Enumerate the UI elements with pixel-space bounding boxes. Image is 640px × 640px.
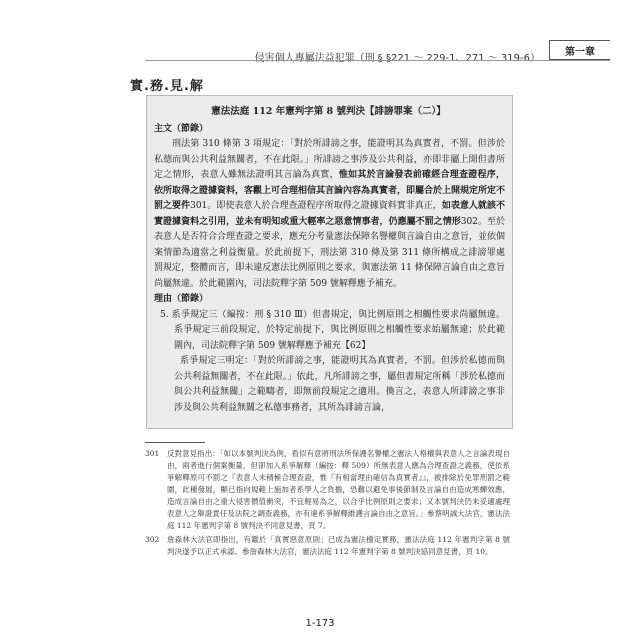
- main-text-c: 301。即使表意人於合理查證程序所取得之證據資料實非真正，: [190, 201, 442, 211]
- reason-paragraph-2: 系爭規定三明定：「對於所誹謗之事，能證明其為真實者，不罰。但涉於私德而與公共利益無關者，不在此限。」依此，凡所誹謗之事，屬但書規定所稱「涉於私德而與公共利益無關」之範疇者，即無前段規定之適用。換言之，表意人所誹謗之事非涉及與公共利益無關之私德事務者，其所為誹謗言論，: [174, 356, 505, 413]
- footnote: [145, 448, 510, 532]
- main-paragraph: [154, 137, 505, 292]
- footnote: [145, 534, 510, 558]
- case-excerpt-content: [152, 101, 505, 421]
- main-heading: 主文（節錄）: [154, 123, 209, 134]
- footnote-text: 反對意見指出：「如以本號判決為例，看似有意將刑法所保護名譽權之憲法人格權與表意人之言論表現自由，兩者進行個案衡量，但卻加入系爭解釋（編按：釋 509）所無表意人應為合理查證之義務，使依系爭解釋原可不罰之『表意人未積極合理查證，惟『有相當理由確信為真實者』』，被排除於免罪刑罰之範圍，此種發展，顯已指向規範上施加者系學人之負擔，恐難以避免事後節制及言論自由造成寒蟬效應，造成言論自由之重大侵害價值衝突，不宜輕易為之，以合乎比例原則之要求；又本號判決仍未妥適處理表意人之舉證責任及法院之調查義務，亦有違系爭解釋維護言論自由之意旨。」參蔡明誠大法官，憲法法庭 112 年憲判字第 8 號判決不同意見書，頁 7。: [167, 449, 510, 530]
- main-text-e: 302。至於表意人是否符合合理查證之要求，應充分考量憲法保障名譽權與言論自由之意旨，並依個案情節為適當之利益衡量。於此前提下，刑法第 310 條及第 311 條所構成之誹謗罪處罰規定，整體而言，即未違反憲法比例原則之要求，與憲法第 11 條保障言論自由之意旨尚屬無違。於此範圍內，司法院釋字第 509 號解釋應予補充。: [154, 216, 506, 289]
- footnote-divider: [145, 442, 205, 443]
- page-number: 1-173: [305, 618, 335, 629]
- header-divider: [145, 60, 610, 61]
- section-label: 實.務.見.解: [130, 79, 204, 94]
- footnote-number: 301: [145, 449, 160, 458]
- reason-heading: 理由（節錄）: [154, 294, 209, 304]
- footnote-text: 詹森林大法官即指出，有鑑於「真實惡意原則」已成為憲法穩定實務，憲法法庭 112 年憲判字第 8 號判決遂予以正式承認。參詹森林大法官，憲法法庭 112 年憲判字第 8 號判決協同意見書，頁 10。: [167, 535, 510, 556]
- case-title: 憲法法庭 112 年憲判字第 8 號判決【誹謗罪案（二）】: [211, 106, 446, 117]
- footnote-number: 302: [145, 535, 160, 544]
- running-title: 侵害個人專屬法益犯罪（刑 § §221 ～ 229-1、271 ～ 319-6）: [254, 53, 540, 64]
- chapter-tab: 第一章: [549, 40, 610, 60]
- footnotes: [145, 448, 510, 560]
- main-text-bold-2: 如表意人就該不實證據資料之引用，並未有明知或重大輕率之惡意情事者，仍應屬不罰之情形: [154, 201, 505, 227]
- reason-paragraph-1: 5. 系爭規定三（編按：刑 § 310 Ⅲ）但書規定，與比例原則之相觸性要求尚屬無違。系爭規定三前段規定，於特定前提下，與比例原則之相觸性要求始屬無違；於此範圍內，司法院釋字第 509 號解釋應予補充【62】: [160, 309, 505, 351]
- main-text-a: 刑法第 310 條第 3 項規定：「對於所誹謗之事，能證明其為真實者，不罰。但涉於私德而與公共利益無關者，不在此限。」所誹謗之事涉及公共利益，亦即非屬上開但書所定之情形，表意人雖無法證明其言論為真實，: [154, 139, 505, 180]
- main-text-bold-1: 惟如其於言論發表前確經合理查證程序，依所取得之證據資料，客觀上可合理相信其言論內容為真實者，即屬合於上開規定所定不罰之要件: [154, 170, 506, 211]
